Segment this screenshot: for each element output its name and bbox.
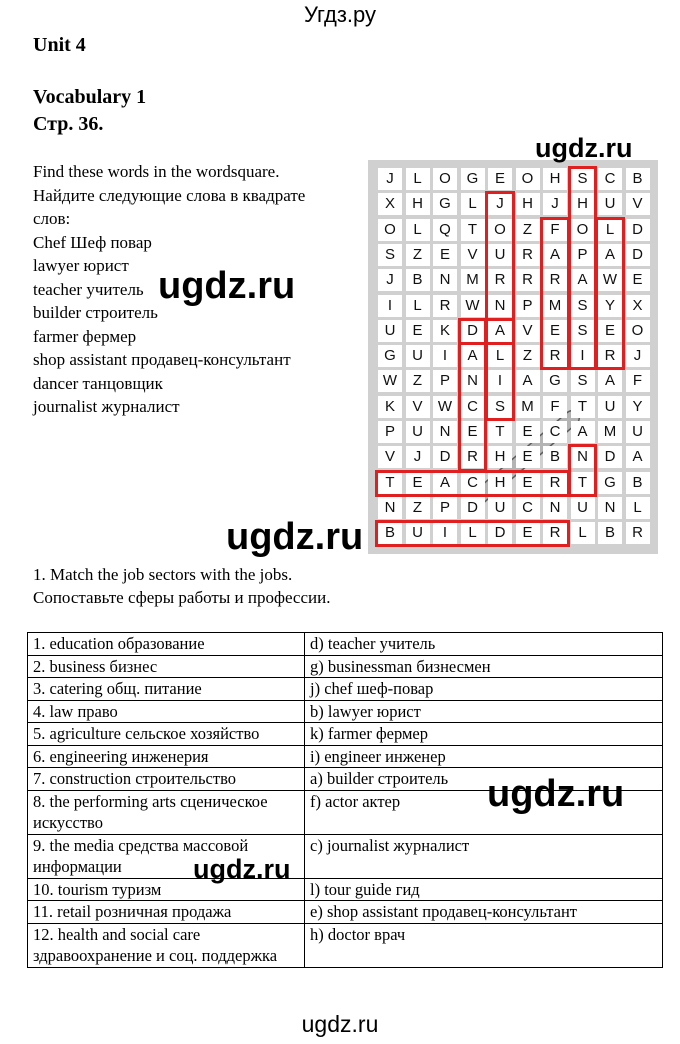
sector-cell: 6. engineering инженерия xyxy=(28,745,305,768)
wordsquare-cell: T xyxy=(378,472,402,494)
wordsquare-cell: J xyxy=(543,193,567,215)
wordsquare-cell: D xyxy=(433,446,457,468)
wordsquare-cell: A xyxy=(598,370,622,392)
job-cell: k) farmer фермер xyxy=(305,723,663,746)
wordsquare-cell: N xyxy=(433,269,457,291)
table-row xyxy=(28,923,663,967)
wordsquare-cell: R xyxy=(543,269,567,291)
wordsquare-cell: I xyxy=(378,295,402,317)
wordsquare-cell: O xyxy=(433,168,457,190)
wordsquare-cell: T xyxy=(461,219,485,241)
wordsquare-cell: S xyxy=(378,244,402,266)
wordsquare-cell: U xyxy=(571,497,595,519)
sector-cell: 7. construction строительство xyxy=(28,768,305,791)
sector-cell: 1. education образование xyxy=(28,633,305,656)
job-cell: g) businessman бизнесмен xyxy=(305,655,663,678)
job-cell: l) tour guide гид xyxy=(305,878,663,901)
wordsquare-cell: P xyxy=(433,370,457,392)
wordsquare-cell: O xyxy=(516,168,540,190)
wordsquare-cell: M xyxy=(543,295,567,317)
wordsquare-cell: G xyxy=(461,168,485,190)
wordsquare-cell: M xyxy=(516,396,540,418)
intro-line: Найдите следующие слова в квадрате xyxy=(33,185,306,205)
wordsquare-cell: E xyxy=(433,244,457,266)
wordsquare-cell: U xyxy=(406,421,430,443)
wordsquare-cell: S xyxy=(571,320,595,342)
wordsquare-cell: B xyxy=(626,472,650,494)
wordsquare-cell: J xyxy=(488,193,512,215)
intro-line: lawyer юрист xyxy=(33,256,129,275)
wordsquare-cell: Y xyxy=(626,396,650,418)
wordsquare-cell: B xyxy=(598,522,622,544)
wordsquare-cell: D xyxy=(461,320,485,342)
wordsquare-cell: R xyxy=(626,522,650,544)
sector-cell: 10. tourism туризм xyxy=(28,878,305,901)
job-cell: c) journalist журналист xyxy=(305,834,663,878)
wordsquare-cell: T xyxy=(571,472,595,494)
site-title: Угдз.ру xyxy=(303,2,377,27)
wordsquare-cell: X xyxy=(378,193,402,215)
wordsquare-cell: L xyxy=(406,295,430,317)
wordsquare-cell: H xyxy=(543,168,567,190)
wordsquare-cell: O xyxy=(571,219,595,241)
wordsquare-cell: A xyxy=(516,370,540,392)
sector-cell: 9. the media средства массовой информации xyxy=(28,834,305,878)
wordsquare-cell: R xyxy=(461,446,485,468)
wordsquare-cell: S xyxy=(571,295,595,317)
intro-line: слов: xyxy=(33,209,71,228)
intro-line: shop assistant продавец-консультант xyxy=(33,350,291,369)
wordsquare-cell: S xyxy=(488,396,512,418)
wordsquare-cell: K xyxy=(433,320,457,342)
wordsquare-cell: J xyxy=(378,269,402,291)
wordsquare-cell: D xyxy=(461,497,485,519)
job-cell: i) engineer инженер xyxy=(305,745,663,768)
wordsquare-cell: D xyxy=(626,219,650,241)
wordsquare-cell: U xyxy=(626,421,650,443)
wordsquare-cell: J xyxy=(626,345,650,367)
wordsquare-cell: R xyxy=(598,345,622,367)
job-cell: e) shop assistant продавец-консультант xyxy=(305,901,663,924)
wordsquare-cell: G xyxy=(598,472,622,494)
wordsquare-cell: M xyxy=(461,269,485,291)
wordsquare-cell: L xyxy=(571,522,595,544)
table-row xyxy=(28,878,663,901)
wordsquare-cell: N xyxy=(461,370,485,392)
sector-cell: 5. agriculture сельское хозяйство xyxy=(28,723,305,746)
vocabulary-heading: Vocabulary 1 xyxy=(33,86,147,108)
wordsquare-cell: A xyxy=(571,421,595,443)
wordsquare-cell: V xyxy=(461,244,485,266)
wordsquare-cell: G xyxy=(543,370,567,392)
word-highlight xyxy=(540,217,570,371)
intro-line: Chef Шеф повар xyxy=(33,232,152,252)
wordsquare-cell: L xyxy=(488,345,512,367)
intro-line: dancer танцовщик xyxy=(33,373,163,393)
wordsquare-cell: U xyxy=(488,497,512,519)
wordsquare-cell: F xyxy=(543,396,567,418)
wordsquare-cell: E xyxy=(406,472,430,494)
wordsquare-cell: P xyxy=(433,497,457,519)
wordsquare-cell: N xyxy=(598,497,622,519)
wordsquare-cell: H xyxy=(488,446,512,468)
wordsquare-cell: C xyxy=(461,396,485,418)
wordsquare-cell: L xyxy=(598,219,622,241)
wordsquare-cell: E xyxy=(516,421,540,443)
wordsquare-cell: U xyxy=(406,522,430,544)
wordsquare-cell: D xyxy=(598,446,622,468)
wordsquare-cell: M xyxy=(598,421,622,443)
job-cell: b) lawyer юрист xyxy=(305,700,663,723)
task-block xyxy=(33,563,330,609)
wordsquare-cell: I xyxy=(488,370,512,392)
intro-line: farmer фермер xyxy=(33,326,137,346)
wordsquare-cell: D xyxy=(488,522,512,544)
wordsquare-cell: E xyxy=(516,522,540,544)
intro-line: teacher учитель xyxy=(33,279,144,299)
wordsquare-cell: F xyxy=(543,219,567,241)
footer-watermark: ugdz.ru xyxy=(301,1011,379,1037)
wordsquare-cell: U xyxy=(488,244,512,266)
wordsquare-cell: I xyxy=(433,345,457,367)
wordsquare-cell: Z xyxy=(406,370,430,392)
wordsquare-cell: J xyxy=(406,446,430,468)
wordsquare-cell: W xyxy=(433,396,457,418)
wordsquare-cell: R xyxy=(516,269,540,291)
wordsquare-cell: F xyxy=(626,370,650,392)
sector-cell: 11. retail розничная продажа xyxy=(28,901,305,924)
wordsquare-cell: C xyxy=(598,168,622,190)
wordsquare-cell: H xyxy=(488,472,512,494)
wordsquare-cell: V xyxy=(378,446,402,468)
wordsquare-cell: H xyxy=(406,193,430,215)
wordsquare-cell: B xyxy=(626,168,650,190)
table-row xyxy=(28,678,663,701)
wordsquare-cell: L xyxy=(461,193,485,215)
page-reference: Стр. 36. xyxy=(33,113,104,135)
wordsquare-cell: C xyxy=(461,472,485,494)
wordsquare-cell: Z xyxy=(406,244,430,266)
wordsquare-cell: U xyxy=(406,345,430,367)
sector-cell: 4. law право xyxy=(28,700,305,723)
wordsquare-cell: C xyxy=(516,497,540,519)
wordsquare-cell: E xyxy=(406,320,430,342)
word-highlight xyxy=(595,217,625,371)
intro-line: builder строитель xyxy=(33,303,158,322)
wordsquare-cell: C xyxy=(543,421,567,443)
job-cell: h) doctor врач xyxy=(305,923,663,967)
wordsquare-cell: A xyxy=(626,446,650,468)
wordsquare-cell: E xyxy=(543,320,567,342)
wordsquare-cell: A xyxy=(488,320,512,342)
wordsquare-cell: A xyxy=(461,345,485,367)
wordsquare-cell: O xyxy=(488,219,512,241)
wordsquare-cell: Q xyxy=(433,219,457,241)
wordsquare-cell: G xyxy=(433,193,457,215)
wordsquare-cell: N xyxy=(488,295,512,317)
job-cell: f) actor актер xyxy=(305,790,663,834)
wordsquare-cell: L xyxy=(626,497,650,519)
wordsquare-cell: W xyxy=(598,269,622,291)
sector-cell: 12. health and social care здравоохранение и соц. поддержка xyxy=(28,923,305,967)
table-row xyxy=(28,633,663,656)
wordsquare-cell: L xyxy=(461,522,485,544)
wordsquare-cell: R xyxy=(543,522,567,544)
wordsquare-cell: D xyxy=(626,244,650,266)
wordsquare-cell: Z xyxy=(516,219,540,241)
wordsquare-cell: U xyxy=(598,396,622,418)
table-row xyxy=(28,834,663,878)
wordsquare-cell: H xyxy=(516,193,540,215)
wordsquare-cell: J xyxy=(378,168,402,190)
wordsquare-cell: Z xyxy=(516,345,540,367)
wordsquare-cell: U xyxy=(598,193,622,215)
word-highlight xyxy=(568,166,598,370)
wordsquare-cell: R xyxy=(543,472,567,494)
intro-line: journalist журналист xyxy=(33,397,180,416)
wordsquare-cell: P xyxy=(378,421,402,443)
wordsquare-cell: E xyxy=(516,472,540,494)
sector-cell: 3. catering общ. питание xyxy=(28,678,305,701)
word-highlight xyxy=(458,318,488,472)
sector-cell: 8. the performing arts сценическое искусство xyxy=(28,790,305,834)
wordsquare-cell: L xyxy=(406,219,430,241)
wordsquare-cell: I xyxy=(571,345,595,367)
wordsquare-cell: T xyxy=(488,421,512,443)
wordsquare-cell: A xyxy=(543,244,567,266)
word-highlight xyxy=(375,520,570,547)
wordsquare-cell: A xyxy=(433,472,457,494)
wordsquare-cell: R xyxy=(488,269,512,291)
wordsquare-cell: I xyxy=(433,522,457,544)
wordsquare-cell: R xyxy=(516,244,540,266)
wordsquare-cell: O xyxy=(378,219,402,241)
wordsquare-cell: O xyxy=(626,320,650,342)
unit-heading: Unit 4 xyxy=(33,34,86,56)
wordsquare-cell: E xyxy=(461,421,485,443)
wordsquare-cell: W xyxy=(461,295,485,317)
task-subtitle: Сопоставьте сферы работы и профессии. xyxy=(33,588,331,607)
wordsquare-cell: H xyxy=(571,193,595,215)
wordsquare-cell: W xyxy=(378,370,402,392)
word-highlight xyxy=(568,444,598,497)
wordsquare-cell: X xyxy=(626,295,650,317)
wordsquare-cell: K xyxy=(378,396,402,418)
watermark: ugdz.ru xyxy=(158,265,296,307)
wordsquare-cell: B xyxy=(406,269,430,291)
wordsquare-cell: Y xyxy=(598,295,622,317)
wordsquare-cell: B xyxy=(378,522,402,544)
wordsquare-cell: E xyxy=(598,320,622,342)
table-row xyxy=(28,745,663,768)
wordsquare-cell: E xyxy=(488,168,512,190)
watermark: ugdz.ru xyxy=(193,854,291,884)
wordsquare-cell: N xyxy=(543,497,567,519)
wordsquare-cell: N xyxy=(433,421,457,443)
wordsquare-cell: E xyxy=(516,446,540,468)
wordsquare-cell: V xyxy=(516,320,540,342)
job-cell: j) chef шеф-повар xyxy=(305,678,663,701)
watermark: ugdz.ru xyxy=(226,516,364,558)
job-cell: d) teacher учитель xyxy=(305,633,663,656)
wordsquare-cell: Z xyxy=(406,497,430,519)
wordsquare-cell: A xyxy=(598,244,622,266)
word-highlight xyxy=(375,470,570,497)
intro-line: Find these words in the wordsquare. xyxy=(33,162,280,181)
wordsquare-cell: L xyxy=(406,168,430,190)
wordsquare-cell: G xyxy=(378,345,402,367)
wordsquare-cell: V xyxy=(626,193,650,215)
wordsquare-cell: P xyxy=(516,295,540,317)
wordsquare-cell: R xyxy=(543,345,567,367)
wordsquare-cell: E xyxy=(626,269,650,291)
wordsquare-cell: T xyxy=(571,396,595,418)
word-highlight xyxy=(485,191,515,421)
table-row xyxy=(28,655,663,678)
wordsquare-cell: S xyxy=(571,370,595,392)
wordsquare-grid xyxy=(368,160,658,554)
sector-cell: 2. business бизнес xyxy=(28,655,305,678)
wordsquare-cell: A xyxy=(571,269,595,291)
wordsquare-cell: V xyxy=(406,396,430,418)
table-row xyxy=(28,901,663,924)
wordsquare-cell: N xyxy=(378,497,402,519)
task-title: 1. Match the job sectors with the jobs. xyxy=(33,565,293,584)
wordsquare-cell: N xyxy=(571,446,595,468)
watermark: ugdz.ru xyxy=(487,773,625,815)
job-cell: a) builder строитель xyxy=(305,768,663,791)
wordsquare-cell: U xyxy=(378,320,402,342)
wordsquare-cell: P xyxy=(571,244,595,266)
table-row xyxy=(28,723,663,746)
wordsquare-cell: B xyxy=(543,446,567,468)
wordsquare-cell: R xyxy=(433,295,457,317)
wordsquare-cell: S xyxy=(571,168,595,190)
table-row xyxy=(28,700,663,723)
watermark: ugdz.ru xyxy=(535,133,633,163)
